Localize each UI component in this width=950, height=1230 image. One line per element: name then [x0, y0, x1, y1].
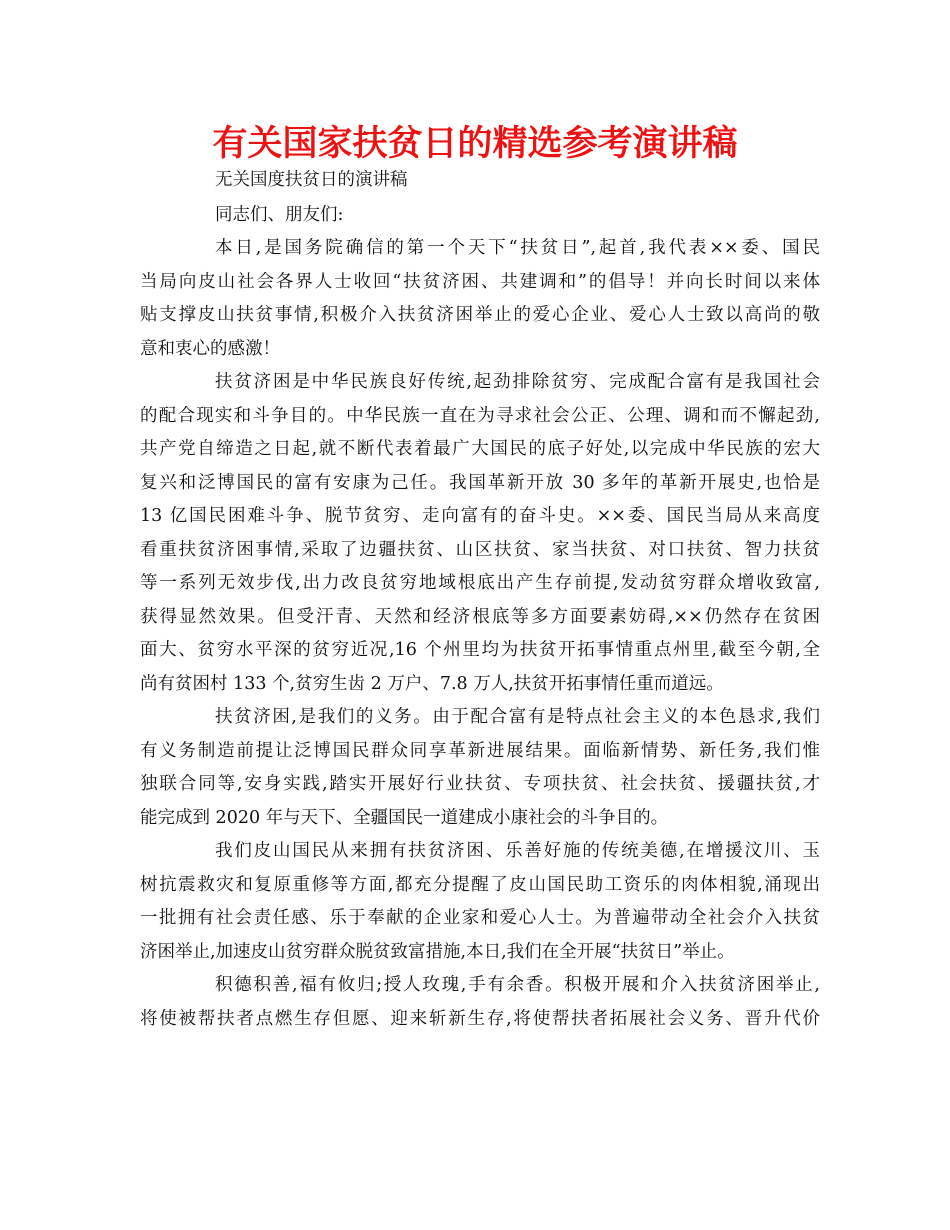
text-line: 的配合现实和斗争目的。中华民族一直在为寻求社会公正、公理、调和而不懈起劲, [140, 405, 820, 426]
paragraph-2 [140, 366, 820, 701]
text-line: 复兴和泛博国民的富有安康为己任。我国革新开放 30 多年的革新开展史,也恰是 [140, 472, 820, 493]
text-line: 意和衷心的感激！ [140, 338, 280, 359]
text-line: 当局向皮山社会各界人士收回“扶贫济困、共建调和”的倡导！并向长时间以来体 [140, 271, 820, 292]
text-line: 尚有贫困村 133 个,贫穷生齿 2 万户、7.8 万人,扶贫开拓事情任重而道远。 [140, 673, 724, 694]
text-line: 积德积善,福有攸归;授人玫瑰,手有余香。积极开展和介入扶贫济困举止, [215, 975, 820, 995]
text-line: 看重扶贫济困事情,采取了边疆扶贫、山区扶贫、家当扶贫、对口扶贫、智力扶贫 [140, 539, 820, 560]
text-line: 13 亿国民困难斗争、脱节贫穷、走向富有的奋斗史。××委、国民当局从来高度 [140, 506, 820, 526]
paragraph-4 [140, 835, 820, 969]
text-line: 济困举止,加速皮山贫穷群众脱贫致富措施,本日,我们在全开展“扶贫日”举止。 [140, 941, 735, 962]
text-line: 贴支撑皮山扶贫事情,积极介入扶贫济困举止的爱心企业、爱心人士致以高尚的敬 [140, 305, 820, 325]
text-line: 独联合同等,安身实践,踏实开展好行业扶贫、专项扶贫、社会扶贫、援疆扶贫,才 [140, 774, 820, 794]
text-line: 共产党自缔造之日起,就不断代表着最广大国民的底子好处,以完成中华民族的宏大 [140, 439, 820, 459]
paragraph-3 [140, 701, 820, 835]
text-line: 面大、贫穷水平深的贫穷近况,16 个州里均为扶贫开拓事情重点州里,截至今朝,全 [140, 640, 820, 660]
text-line: 我们皮山国民从来拥有扶贫济困、乐善好施的传统美德,在增援汶川、玉 [215, 841, 820, 861]
document-subtitle: 无关国度扶贫日的演讲稿 [215, 170, 408, 190]
text-line: 等一系列无效步伐,出力改良贫穷地域根底出产生存前提,发动贫穷群众增收致富, [140, 573, 820, 593]
text-line: 树抗震救灾和复原重修等方面,都充分提醒了皮山国民助工资乐的肉体相貌,涌现出 [140, 874, 820, 895]
text-line: 有义务制造前提让泛博国民群众同享革新进展结果。面临新情势、新任务,我们惟 [140, 740, 820, 761]
document-body [140, 232, 820, 1036]
document-title: 有关国家扶贫日的精选参考演讲稿 [212, 124, 738, 164]
text-line: 将使被帮扶者点燃生存但愿、迎来斩新生存,将使帮扶者拓展社会义务、晋升代价 [140, 1008, 820, 1029]
text-line: 获得显然效果。但受汗青、天然和经济根底等多方面要素妨碍,××仍然存在贫困 [140, 606, 820, 627]
text-line: 能完成到 2020 年与天下、全疆国民一道建成小康社会的斗争目的。 [140, 807, 669, 828]
paragraph-1 [140, 232, 820, 366]
paragraph-5 [140, 969, 820, 1036]
text-line: 扶贫济困是中华民族良好传统,起劲排除贫穷、完成配合富有是我国社会 [215, 372, 820, 392]
greeting-line: 同志们、朋友们: [215, 205, 344, 225]
text-line: 本日,是国务院确信的第一个天下“扶贫日”,起首,我代表××委、国民 [215, 238, 820, 258]
text-line: 一批拥有社会责任感、乐于奉献的企业家和爱心人士。为普遍带动全社会介入扶贫 [140, 908, 820, 928]
text-line: 扶贫济困,是我们的义务。由于配合富有是特点社会主义的本色恳求,我们 [215, 707, 820, 727]
